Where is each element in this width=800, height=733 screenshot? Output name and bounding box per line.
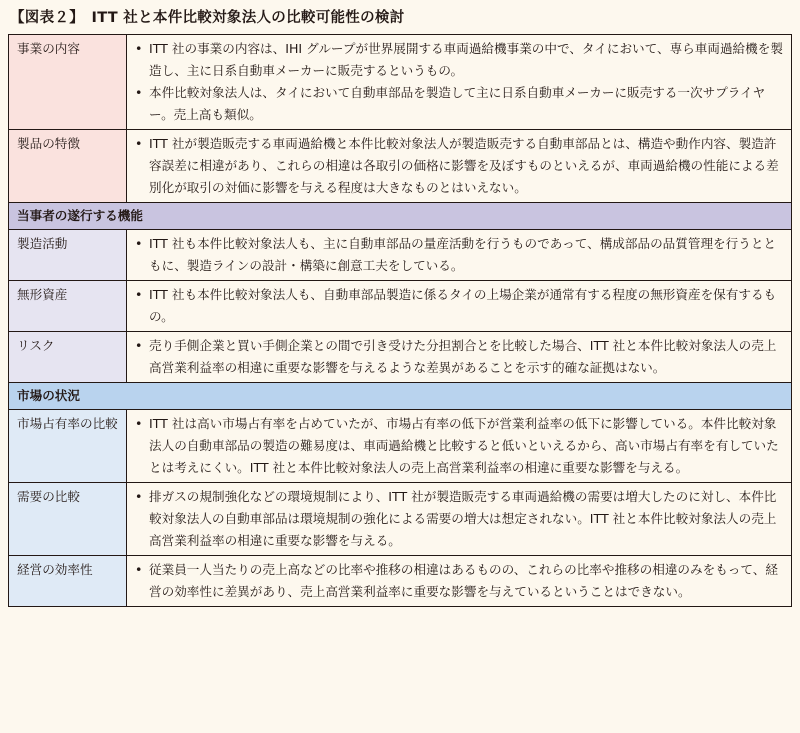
row-description [127,130,792,203]
table-row [9,281,792,332]
section-header-market [9,383,792,410]
row-label: リスク [9,332,127,383]
row-label: 製造活動 [9,230,127,281]
table-row [9,556,792,607]
table-row [9,410,792,483]
row-description [127,281,792,332]
bullet-point: • ITT 社の事業の内容は、IHI グループが世界展開する車両過給機事業の中で、タイにおいて、専ら車両過給機を製造し、主に日系自動車メーカーに販売するというもの。 [135,38,783,82]
bullet-point: • 排ガスの規制強化などの環境規制により、ITT 社が製造販売する車両過給機の需要は増大したのに対し、本件比較対象法人の自動車部品は環境規制の強化による需要の増大は想定されない。ITT 社と本件比較対象法人の売上高営業利益率の相違に重要な影響を与える。 [135,486,783,552]
row-description [127,35,792,130]
bullet-point: • 売り手側企業と買い手側企業との間で引き受けた分担割合とを比較した場合、ITT 社と本件比較対象法人の売上高営業利益率の相違に重要な影響を与えるような差異があることを示す的確な証拠はない。 [135,335,783,379]
row-description [127,332,792,383]
comparability-table [8,34,792,607]
row-label: 市場占有率の比較 [9,410,127,483]
section-header-functions [9,203,792,230]
bullet-point: • ITT 社も本件比較対象法人も、自動車部品製造に係るタイの上場企業が通常有する程度の無形資産を保有するもの。 [135,284,783,328]
table-row [9,483,792,556]
row-description [127,230,792,281]
table-row [9,332,792,383]
bullet-point: • ITT 社も本件比較対象法人も、主に自動車部品の量産活動を行うものであって、構成部品の品質管理を行うとともに、製造ラインの設計・構築に創意工夫をしている。 [135,233,783,277]
row-label: 経営の効率性 [9,556,127,607]
bullet-point: • ITT 社は高い市場占有率を占めていたが、市場占有率の低下が営業利益率の低下に影響している。本件比較対象法人の自動車部品の製造の難易度は、車両過給機と比較すると低いといえるから、高い市場占有率を有していたとは考えにくい。ITT 社と本件比較対象法人の売上高営業利益率の相違に重要な影響を与える。 [135,413,783,479]
row-label: 需要の比較 [9,483,127,556]
table-caption: 【図表２】 ITT 社と本件比較対象法人の比較可能性の検討 [10,10,405,26]
row-label: 事業の内容 [9,35,127,130]
row-label: 無形資産 [9,281,127,332]
table-row [9,230,792,281]
bullet-point: • ITT 社が製造販売する車両過給機と本件比較対象法人が製造販売する自動車部品とは、構造や動作内容、製造許容誤差に相違があり、これらの相違は各取引の価格に影響を及ぼすものといえるが、車両過給機の性能による差別化が取引の対価に影響を与える程度は大きなものとはいえない。 [135,133,783,199]
section-title: 市場の状況 [9,383,792,410]
row-description [127,410,792,483]
section-title: 当事者の遂行する機能 [9,203,792,230]
row-label: 製品の特徴 [9,130,127,203]
table-row [9,130,792,203]
bullet-point: • 本件比較対象法人は、タイにおいて自動車部品を製造して主に日系自動車メーカーに販売する一次サプライヤー。売上高も類似。 [135,82,783,126]
bullet-point: • 従業員一人当たりの売上高などの比率や推移の相違はあるものの、これらの比率や推移の相違のみをもって、経営の効率性に差異があり、売上高営業利益率に重要な影響を与えているということはできない。 [135,559,783,603]
row-description [127,556,792,607]
table-row [9,35,792,130]
row-description [127,483,792,556]
